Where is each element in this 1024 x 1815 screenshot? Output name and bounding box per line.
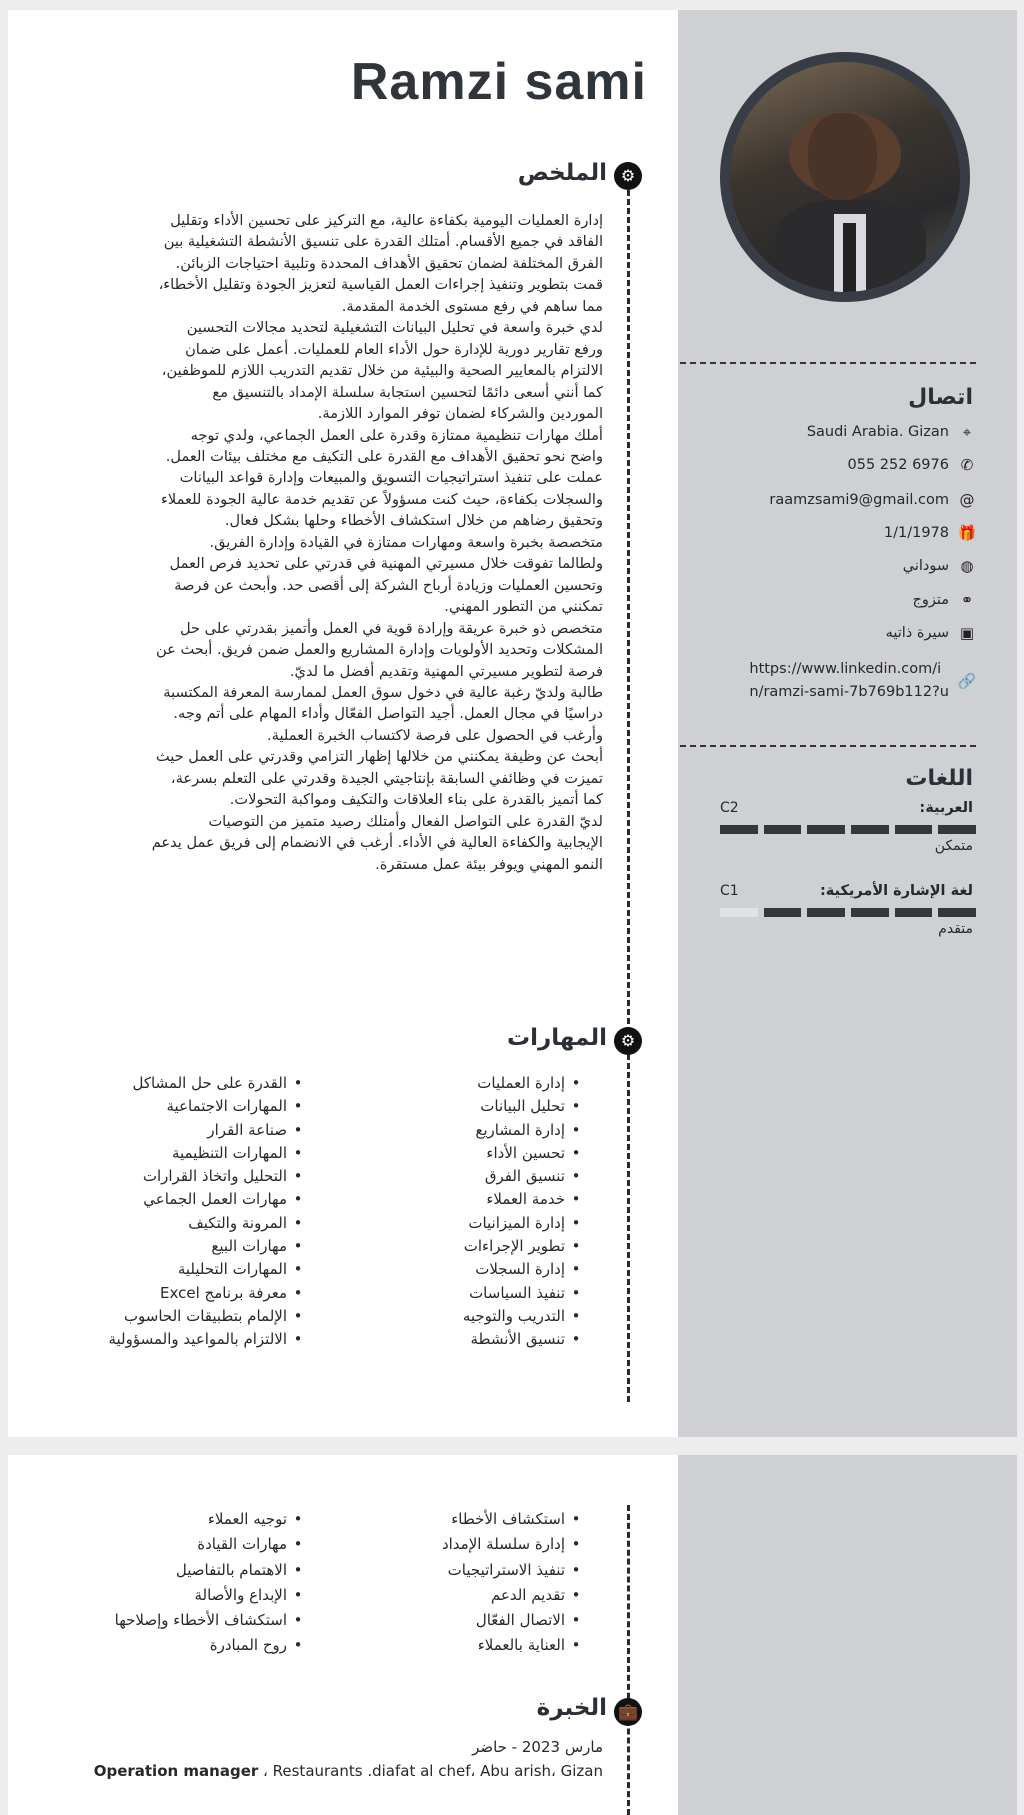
skill-item: • تحسين الأداء [463, 1142, 587, 1165]
summary-title: الملخص [517, 160, 607, 186]
summary-line: أملك مهارات تنظيمية ممتازة وقدرة على العمل الجماعي، ولدي توجه [190, 426, 603, 444]
summary-line: لديّ القدرة على التواصل الفعال وأمتلك رصيد متميز من التوصيات [208, 812, 603, 830]
summary-line: لدي خبرة واسعة في تحليل البيانات التشغيلية لتحديد مجالات التحسين [186, 319, 603, 337]
resume-page-2 [8, 1455, 1017, 1815]
contact-item [912, 591, 977, 609]
skill-item: • الإلمام بتطبيقات الحاسوب [108, 1305, 309, 1328]
contact-text: سيرة ذاتيه [885, 625, 949, 641]
globe-icon: ◍ [960, 557, 974, 575]
skills-column-2-continued [115, 1507, 309, 1659]
candidate-name: Ramzi sami [350, 53, 647, 111]
skills-title: المهارات [507, 1025, 607, 1051]
summary-line: ولطالما تفوقت خلال مسيرتي المهنية في قدرتي على تحديد فرص العمل [169, 555, 603, 573]
summary-line: المشكلات وتحديد الأولويات وإدارة المشاريع والعمل ضمن فريق. أبحث عن [155, 641, 603, 659]
skills-column-1-continued [442, 1507, 587, 1659]
skill-item: • مهارات البيع [108, 1235, 309, 1258]
skill-item: • الاهتمام بالتفاصيل [115, 1558, 309, 1583]
skill-item: • تطوير الإجراءات [463, 1235, 587, 1258]
summary-line: والسجلات بكفاءة، حيث كنت مسؤولاً عن تقديم خدمة عالية الجودة للعملاء [161, 490, 603, 508]
summary-line: عملت على تنفيذ استراتيجيات التسويق والمبيعات وإدارة قواعد البيانات [179, 469, 603, 487]
contact-item [886, 624, 977, 642]
contact-text: raamzsami9@gmail.com [769, 492, 949, 508]
skill-item: • إدارة الميزانيات [463, 1212, 587, 1235]
skills-column-1 [463, 1072, 587, 1352]
contact-item [807, 423, 977, 441]
skill-item: • مهارات العمل الجماعي [108, 1188, 309, 1211]
skill-item: • المرونة والتكيف [108, 1212, 309, 1235]
skill-item: • العناية بالعملاء [442, 1633, 587, 1658]
skill-item: • تنفيذ الاستراتيجيات [442, 1558, 587, 1583]
skills-column-2 [108, 1072, 309, 1352]
summary-line: كما أنني أسعى دائمًا لتحسين استجابة سلسلة الإمداد بالتنسيق مع [212, 383, 603, 401]
skill-item: • تنفيذ السياسات [463, 1282, 587, 1305]
sidebar-divider [680, 745, 976, 747]
level-segment [851, 908, 889, 917]
contact-text: سوداني [902, 558, 949, 574]
skill-item: • تقديم الدعم [442, 1583, 587, 1608]
skill-item: • المهارات التنظيمية [108, 1142, 309, 1165]
resume-page-1 [8, 10, 1017, 1437]
skills-gear-icon: ⚙ [614, 1027, 642, 1055]
summary-line: طالبة ولديّ رغبة عالية في دخول سوق العمل لممارسة المعرفة المكتسبة [163, 683, 603, 701]
id-card-icon: ▣ [959, 624, 975, 642]
contact-item [903, 557, 977, 575]
skill-item: • إدارة سلسلة الإمداد [442, 1532, 587, 1557]
timeline-divider [627, 190, 630, 1402]
skill-item: • روح المبادرة [115, 1633, 309, 1658]
summary-line: واضح نحو تحقيق الأهداف مع القدرة على التكيف مع مختلف بيئات العمل. [165, 447, 603, 465]
at-sign-icon: @ [959, 491, 975, 509]
level-segment [764, 908, 802, 917]
level-segment [807, 908, 845, 917]
level-segment [764, 825, 802, 834]
contact-text: Saudi Arabia. Gizan [806, 424, 949, 440]
language-level: متقدم [938, 921, 973, 937]
language-code: C2 [720, 800, 739, 816]
summary-line: متخصصة بخبرة واسعة ومهارات ممتازة في القيادة وإدارة الفريق. [209, 533, 603, 551]
summary-line: فرصة لتطوير مسيرتي المهنية وتقديم أفضل ما لديّ. [289, 662, 603, 680]
contact-title: اتصال [908, 385, 973, 410]
summary-line: ورفع تقارير دورية للإدارة حول الأداء العام للعمليات. أعمل على ضمان [185, 340, 603, 358]
skill-item: • تنسيق الأنشطة [463, 1328, 587, 1351]
language-level: متمكن [934, 838, 973, 854]
briefcase-icon: 💼 [614, 1698, 642, 1726]
phone-icon: ✆ [960, 456, 974, 474]
language-name: لغة الإشارة الأمريكية: [819, 883, 973, 899]
summary-line: النمو المهني ويوفر بيئة عمل مستقرة. [375, 855, 603, 873]
contact-item [848, 456, 977, 474]
experience-job [94, 1762, 603, 1780]
summary-line: وتحسين العمليات وزيادة أرباح الشركة إلى أقصى حد. وأبحث عن فرصة [174, 576, 603, 594]
skill-item: • صناعة القرار [108, 1119, 309, 1142]
sidebar-divider [680, 362, 976, 364]
job-employer: ، Restaurants .diafat al chef، Abu arish، Gizan [258, 1762, 603, 1780]
summary-line: متخصص ذو خبرة عريقة وإرادة قوية في العمل وأتميز بقدرتي على حل [179, 619, 603, 637]
profile-photo [720, 52, 970, 302]
contact-text: 1/1/1978 [883, 525, 949, 541]
skill-item: • استكشاف الأخطاء [442, 1507, 587, 1532]
skill-item: • المهارات الاجتماعية [108, 1095, 309, 1118]
summary-line: دراسيًا في مجال العمل. أجيد التواصل الفعّال وأداء المهام على أتم وجه. [173, 705, 603, 723]
level-segment [938, 825, 976, 834]
language-name: العربية: [919, 800, 973, 816]
skill-item: • إدارة العمليات [463, 1072, 587, 1095]
contact-text: متزوج [912, 592, 949, 608]
level-segment [807, 825, 845, 834]
contact-item [884, 524, 977, 542]
summary-line: تمكنني من التطور المهني. [444, 598, 603, 616]
skill-item: • القدرة على حل المشاكل [108, 1072, 309, 1095]
summary-line: وتحقيق رضاهم من خلال استكشاف الأخطاء وحلها بشكل فعال. [224, 512, 603, 530]
level-segment [851, 825, 889, 834]
summary-line: مما ساهم في رفع مستوى الخدمة المقدمة. [341, 297, 603, 315]
summary-line: الموردين والشركاء لضمان توفر الموارد اللازمة. [317, 405, 603, 423]
level-segment [720, 825, 758, 834]
linkedin-url-line-2[interactable]: n/ramzi-sami-7b769b112?u [749, 684, 949, 700]
skill-item: • معرفة برنامج Excel [108, 1282, 309, 1305]
summary-line: الفرق المختلفة لضمان تحقيق الأهداف المحددة وتلبية احتياجات الزبائن. [175, 254, 603, 272]
skill-item: • الاتصال الفعّال [442, 1608, 587, 1633]
summary-text [13, 210, 603, 875]
location-pin-icon: ⌖ [962, 423, 972, 441]
timeline-divider [627, 1505, 630, 1815]
skill-item: • تنسيق الفرق [463, 1165, 587, 1188]
experience-title: الخبرة [536, 1695, 607, 1721]
job-title: Operation manager [93, 1762, 259, 1780]
contact-text: 055 252 6976 [847, 457, 949, 473]
skill-item: • مهارات القيادة [115, 1532, 309, 1557]
summary-line: قمت بتطوير وتنفيذ إجراءات العمل القياسية لتعزيز الجودة وتقليل الأخطاء، [158, 276, 603, 294]
skill-item: • تحليل البيانات [463, 1095, 587, 1118]
contact-linkedin[interactable] [749, 658, 977, 704]
level-segment [938, 908, 976, 917]
summary-line: إدارة العمليات اليومية بكفاءة عالية، مع التركيز على تحسين الأداء وتقليل [170, 212, 603, 229]
skill-item: • التدريب والتوجيه [463, 1305, 587, 1328]
level-segment [895, 825, 933, 834]
skill-item: • استكشاف الأخطاء وإصلاحها [115, 1608, 309, 1633]
level-segment [720, 908, 758, 917]
skill-item: • إدارة السجلات [463, 1258, 587, 1281]
skill-item: • الالتزام بالمواعيد والمسؤولية [108, 1328, 309, 1351]
summary-line: تميزت في وظائفي السابقة بإنتاجيتي الجيدة وقدرتي على التعلم بسرعة، [170, 769, 603, 787]
summary-line: وأرغب في الحصول على فرصة لاكتساب الخبرة العملية. [267, 726, 603, 744]
summary-line: الإيجابية والكفاءة العالية في الأداء. أرغب في الانضمام إلى فريق عمل يدعم [151, 834, 603, 852]
summary-line: أبحث عن وظيفة يمكنني من خلالها إظهار التزامي وقدرتي على العمل حيث [155, 748, 603, 766]
experience-date: مارس 2023 - حاضر [472, 1738, 603, 1756]
rings-icon: ⚭ [960, 591, 974, 609]
skill-item: • توجيه العملاء [115, 1507, 309, 1532]
language-level-bar [720, 825, 976, 834]
skill-item: • خدمة العملاء [463, 1188, 587, 1211]
skill-item: • التحليل واتخاذ القرارات [108, 1165, 309, 1188]
gift-icon: 🎁 [957, 524, 977, 542]
language-code: C1 [720, 883, 739, 899]
level-segment [895, 908, 933, 917]
link-icon: 🔗 [957, 672, 977, 690]
skill-item: • المهارات التحليلية [108, 1258, 309, 1281]
languages-title: اللغات [905, 766, 973, 791]
linkedin-url-line-1[interactable]: https://www.linkedin.com/i [749, 661, 942, 677]
language-level-bar [720, 908, 976, 917]
skill-item: • إدارة المشاريع [463, 1119, 587, 1142]
skill-item: • الإبداع والأصالة [115, 1583, 309, 1608]
summary-gear-icon: ⚙ [614, 162, 642, 190]
contact-item [769, 491, 977, 509]
summary-line: كما أتميز بالقدرة على بناء العلاقات والتكيف ومواكبة التحولات. [229, 791, 603, 809]
summary-line: الفاقد في جميع الأقسام. أمتلك القدرة على تنسيق الأنشطة التشغيلية بين [163, 233, 603, 251]
sidebar [678, 1455, 1017, 1815]
summary-line: الالتزام بالمعايير الصحية والبيئية من خلال تقديم التدريب اللازم للموظفين، [161, 362, 603, 380]
